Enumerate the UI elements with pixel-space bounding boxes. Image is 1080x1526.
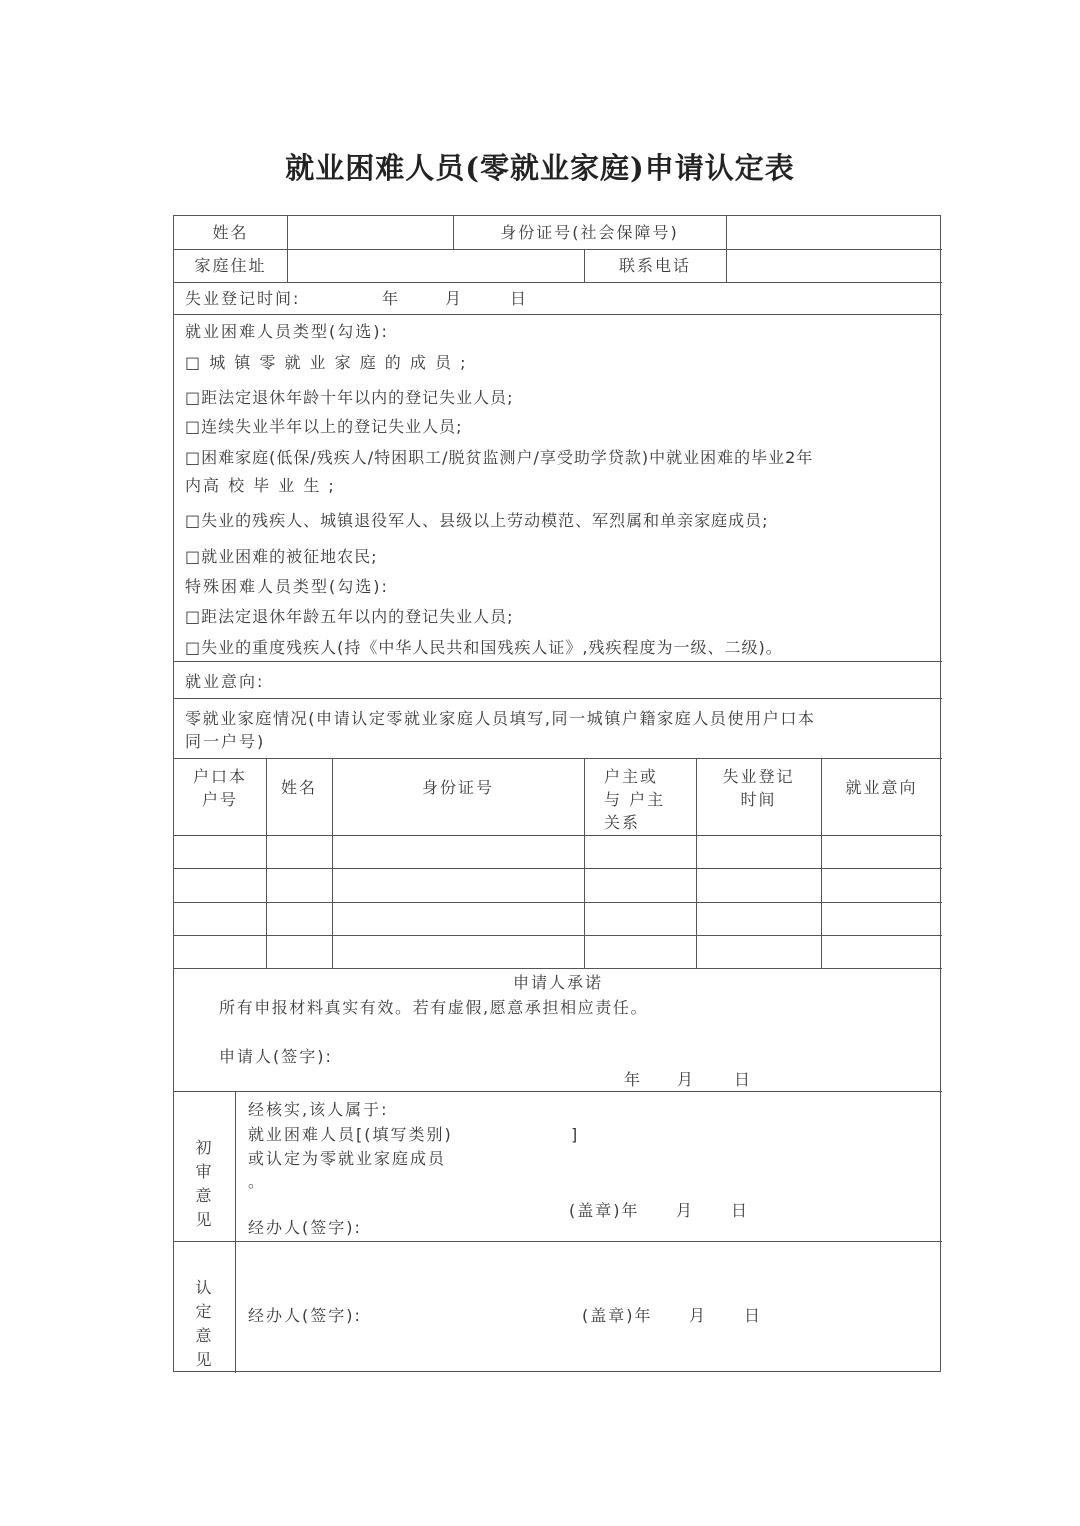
review-line4: 。 [248, 1172, 267, 1191]
special-type-heading: 特殊困难人员类型(勾选): [185, 577, 389, 596]
pledge-day: 日 [734, 1070, 753, 1089]
hardship-option-unemployed-half-year[interactable]: □连续失业半年以上的登记失业人员; [185, 417, 463, 436]
review-line3: 或认定为零就业家庭成员 [248, 1149, 447, 1168]
hardship-option-zero-employment[interactable]: □ 城 镇 零 就 业 家 庭 的 成 员 ; [185, 353, 468, 372]
employment-intention-label: 就业意向: [185, 672, 265, 691]
col-relation-l1: 户主或 [604, 767, 659, 786]
col-divider [235, 1091, 236, 1373]
pledge-month: 月 [677, 1070, 696, 1089]
phone-label: 联系电话 [618, 256, 691, 275]
col-relation-l3: 关系 [604, 813, 641, 832]
id-number-label: 身份证号(社会保障号) [500, 223, 679, 242]
hardship-option-graduates[interactable]: □困难家庭(低保/残疾人/特困职工/脱贫监测户/享受助学贷款)中就业困难的毕业2年 [185, 448, 814, 467]
approval-handler-signature: 经办人(签字): [248, 1306, 362, 1325]
special-option-severe-disability[interactable]: □失业的重度残疾人(持《中华人民共和国残疾人证》,残疾程度为一级、二级)。 [185, 638, 783, 657]
hardship-type-heading: 就业困难人员类型(勾选): [185, 322, 389, 341]
address-label: 家庭住址 [194, 256, 267, 275]
col-unemp-reg-l1: 失业登记 [722, 767, 795, 786]
form-title: 就业困难人员(零就业家庭)申请认定表 [285, 151, 795, 185]
approval-label-char: 认 [195, 1278, 214, 1297]
approval-label-char: 意 [195, 1326, 214, 1345]
col-employment-intention: 就业意向 [845, 778, 918, 797]
review-month: 月 [676, 1201, 695, 1220]
family-heading-line2: 同一户号) [185, 732, 266, 751]
special-option-retire-5[interactable]: □距法定退休年龄五年以内的登记失业人员; [185, 607, 514, 626]
review-line2: 就业困难人员[(填写类别) [248, 1125, 453, 1144]
applicant-signature-label: 申请人(签字): [219, 1047, 333, 1066]
year-label: 年 [382, 289, 401, 308]
row-divider [174, 902, 942, 903]
row-divider [174, 835, 942, 836]
hardship-option-graduates-cont: 内高 校 毕 业 生 ; [185, 476, 336, 495]
review-seal-year: (盖章)年 [569, 1201, 640, 1220]
hardship-option-retire-10[interactable]: □距法定退休年龄十年以内的登记失业人员; [185, 388, 514, 407]
name-label: 姓名 [212, 223, 249, 242]
address-input[interactable] [288, 250, 583, 281]
review-bracket: ] [571, 1125, 580, 1144]
review-day: 日 [731, 1201, 750, 1220]
hardship-option-disabled-veterans[interactable]: □失业的残疾人、城镇退役军人、县级以上劳动模范、军烈属和单亲家庭成员; [185, 511, 769, 530]
id-number-input[interactable] [727, 217, 940, 248]
hardship-option-land-farmers[interactable]: □就业困难的被征地农民; [185, 547, 378, 566]
pledge-heading: 申请人承诺 [512, 973, 603, 992]
row-divider [174, 661, 942, 662]
family-heading-line1: 零就业家庭情况(申请认定零就业家庭人员填写,同一城镇户籍家庭人员使用户口本 [185, 709, 816, 728]
row-divider [174, 1241, 942, 1242]
col-relation-l2: 与 户主 [604, 790, 666, 809]
review-handler-signature: 经办人(签字): [248, 1218, 362, 1237]
col-id-number: 身份证号 [421, 778, 494, 797]
row-divider [174, 935, 942, 936]
pledge-year: 年 [624, 1070, 643, 1089]
review-label-char: 见 [195, 1210, 214, 1229]
row-divider [174, 868, 942, 869]
application-form-table [173, 215, 941, 1372]
row-divider [174, 698, 942, 699]
review-label-char: 意 [195, 1186, 214, 1205]
row-divider [174, 282, 942, 283]
unemployment-registration-label: 失业登记时间: [185, 289, 301, 308]
approval-seal-year: (盖章)年 [582, 1306, 653, 1325]
review-label-char: 初 [195, 1138, 214, 1157]
day-label: 日 [510, 289, 529, 308]
col-household-number-l1: 户口本 [192, 767, 247, 786]
review-line1: 经核实,该人属于: [248, 1100, 389, 1119]
row-divider [174, 758, 942, 759]
name-input[interactable] [288, 217, 452, 248]
approval-label-char: 定 [195, 1302, 214, 1321]
approval-month: 月 [689, 1306, 708, 1325]
col-household-number-l2: 户号 [201, 790, 238, 809]
col-unemp-reg-l2: 时间 [740, 790, 777, 809]
approval-day: 日 [744, 1306, 763, 1325]
review-label-char: 审 [195, 1162, 214, 1181]
col-divider [584, 758, 585, 968]
pledge-text: 所有申报材料真实有效。若有虚假,愿意承担相应责任。 [219, 998, 649, 1017]
row-divider [174, 968, 942, 969]
row-divider [174, 314, 942, 315]
phone-input[interactable] [727, 250, 940, 281]
col-name: 姓名 [280, 778, 317, 797]
month-label: 月 [445, 289, 464, 308]
row-divider [174, 1091, 942, 1092]
approval-label-char: 见 [195, 1350, 214, 1369]
